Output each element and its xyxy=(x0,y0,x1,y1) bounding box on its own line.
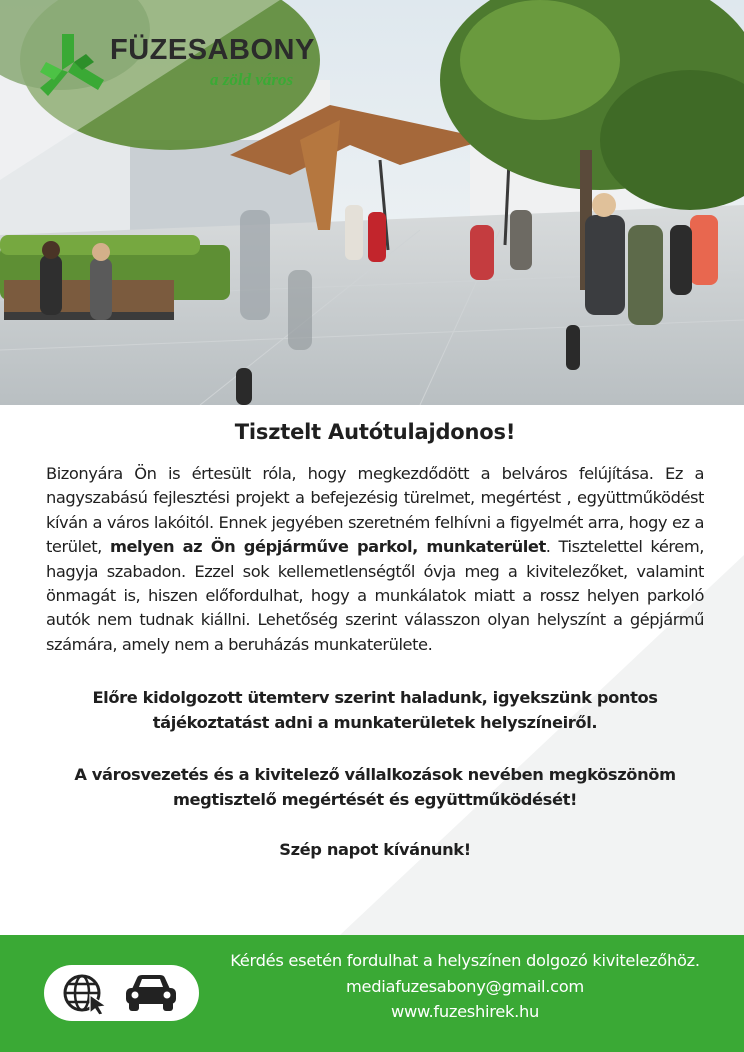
footer-question-line: Kérdés esetén fordulhat a helyszínen dolgozó kivitelezőhöz. xyxy=(230,951,700,970)
schedule-line-2: tájékoztatást adni a munkaterületek helyszíneiről. xyxy=(152,712,598,732)
greeting-heading: Tisztelt Autótulajdonos! xyxy=(234,420,516,444)
paragraph-text-1: Bizonyára Ön is értesült róla, hogy megkezdődött a belváros felújítása. Ez a nagyszabású fejlesztési projekt a befejezésig türelmet, megértést , együttműködést kíván a város lakóitól. Ennek jegyében szeretném felhívni a figyelmét arra, hogy ez a terület, xyxy=(46,464,704,557)
closing-line: Szép napot kívánunk! xyxy=(279,840,471,860)
thanks-note xyxy=(46,763,704,812)
footer-website[interactable]: www.fuzeshirek.hu xyxy=(390,1002,540,1021)
contact-icons xyxy=(44,965,199,1021)
logo-subtitle: a zöld város xyxy=(210,70,294,89)
footer-contact-text xyxy=(200,948,730,1025)
logo-title: FÜZESABONY xyxy=(110,34,315,66)
letter-body xyxy=(46,420,704,863)
thanks-line-1: A városvezetés és a kivitelező vállalkozások nevében megköszönöm xyxy=(74,765,676,785)
globe-cursor-icon xyxy=(62,973,110,1015)
hero-image xyxy=(0,0,744,405)
schedule-note xyxy=(46,686,704,735)
schedule-line-1: Előre kidolgozott ütemterv szerint haladunk, igyekszünk pontos xyxy=(92,688,658,708)
footer-email[interactable]: mediafuzesabony@gmail.com xyxy=(346,976,584,996)
paragraph-emphasis: melyen az Ön gépjárműve parkol, munkaterület xyxy=(109,537,546,557)
car-icon xyxy=(122,973,180,1013)
main-paragraph xyxy=(46,462,704,657)
contact-footer xyxy=(0,935,744,1052)
paragraph-text-2: . Tisztelettel kérem, hagyja szabadon. Ezzel sok kellemetlenségtől óvja meg a kivitelezőket, valamint önmagát is, hiszen előfordulhat, hogy a munkálatok miatt a rossz helyen parkoló autók nem tudnak kiállni. Lehetőség szerint válasszon olyan helyszínt a gépjármű számára, amely nem a beruházás munkaterülete. xyxy=(46,537,704,654)
logo-mark-icon xyxy=(40,32,104,98)
thanks-line-2: megtisztelő megértését és együttműködését! xyxy=(172,789,578,809)
fuzesabony-logo xyxy=(40,30,320,100)
